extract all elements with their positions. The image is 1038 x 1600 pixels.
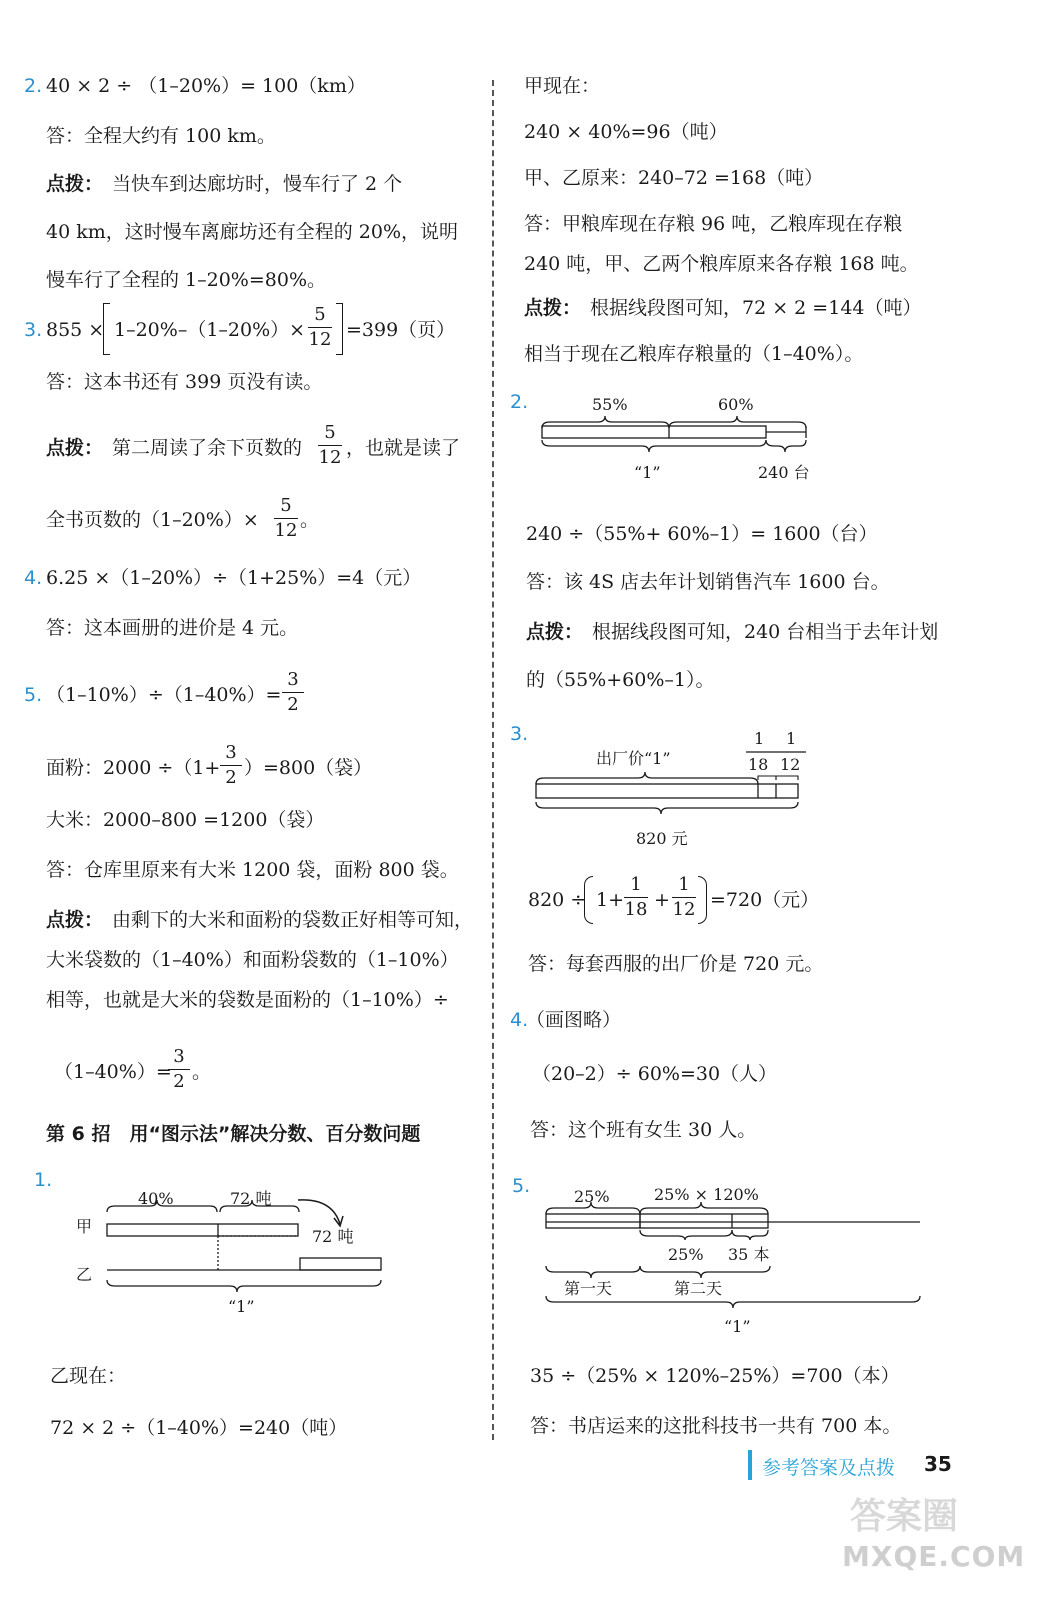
jia-now: 甲现在： (524, 75, 601, 97)
answer: 答：书店运来的这批科技书一共有 700 本。 (530, 1415, 902, 1437)
label-f1d: 18 (748, 755, 769, 774)
label-72b: 72 吨 (312, 1227, 354, 1246)
label-one: “1” (634, 463, 661, 482)
label-25x120: 25% × 120% (654, 1185, 759, 1204)
fraction: 5 12 (274, 495, 298, 541)
problem-number: 5. (24, 684, 43, 706)
footer-accent-bar (748, 1450, 752, 1480)
formula: 240 × 40%=96（吨） (524, 121, 728, 143)
formula: （1–10%）÷（1–40%）= (46, 684, 282, 706)
tip-line: 相等，也就是大米的袋数是面粉的（1–10%）÷ (46, 989, 449, 1011)
formula: 甲、乙原来：240–72 =168（吨） (524, 167, 824, 189)
formula: 240 ÷（55%+ 60%–1）= 1600（台） (526, 523, 878, 545)
label-40: 40% (138, 1189, 174, 1208)
label-day1: 第一天 (564, 1279, 613, 1298)
label-72: 72 吨 (230, 1189, 272, 1208)
label-f2d: 12 (780, 755, 801, 774)
tip-label: 点拨： (46, 909, 104, 931)
label-35: 35 本 (728, 1245, 770, 1264)
column-divider (492, 80, 494, 1440)
yi-now: 乙现在： (50, 1365, 127, 1387)
problem-number: 5. (512, 1175, 531, 1197)
tip-line: 当快车到达廊坊时，慢车行了 2 个 (112, 173, 403, 195)
problem-number: 2. (510, 391, 529, 413)
label-day2: 第二天 (674, 1279, 723, 1298)
tip-text: （1–40%）= (54, 1061, 172, 1083)
left-bracket (103, 303, 110, 355)
fraction: 5 12 (318, 422, 342, 468)
fraction: 3 2 (168, 1048, 190, 1091)
formula: 40 × 2 ÷ （1–20%）= 100（km） (46, 75, 366, 97)
segment-diagram-5 (540, 1180, 930, 1340)
right-bracket (336, 303, 343, 355)
label-25b: 25% (668, 1245, 704, 1264)
segment-diagram-2 (530, 390, 830, 490)
formula: =399（页） (346, 319, 456, 341)
tip-line: 根据线段图可知，240 台相当于去年计划 (592, 621, 939, 643)
footer-label: 参考答案及点拨 (762, 1457, 896, 1479)
answer: 答：这个班有女生 30 人。 (530, 1119, 757, 1141)
label-yi: 乙 (76, 1265, 93, 1284)
formula: 35 ÷（25% × 120%–25%）=700（本） (530, 1365, 900, 1387)
label-jia: 甲 (76, 1217, 93, 1236)
section-title: 第 6 招 用“图示法”解决分数、百分数问题 (46, 1123, 421, 1145)
fraction: 1 18 (624, 874, 648, 920)
rice-formula: 大米：2000–800 =1200（袋） (46, 809, 325, 831)
tip-text: 。 (192, 1061, 212, 1083)
tip-label: 点拨： (526, 621, 584, 643)
segment-diagram-1 (70, 1180, 400, 1325)
fraction: 1 12 (672, 874, 696, 920)
tip-line: 由剩下的大米和面粉的袋数正好相等可知， (112, 909, 474, 931)
problem-number: 2. (24, 75, 43, 97)
right-paren (698, 876, 707, 924)
tip-text: ，也就是读了 (346, 437, 461, 459)
problem-number: 4. (24, 567, 43, 589)
label-60: 60% (718, 395, 754, 414)
tip-line: 大米袋数的（1–40%）和面粉袋数的（1–10%） (46, 949, 459, 971)
flour-formula: ）=800（袋） (244, 757, 373, 779)
label-25: 25% (574, 1187, 610, 1206)
label-55: 55% (592, 395, 628, 414)
answer: 答：这本画册的进价是 4 元。 (46, 617, 299, 639)
tip-line: 慢车行了全程的 1–20%=80%。 (46, 269, 327, 291)
tip-label: 点拨： (46, 173, 104, 195)
watermark-logo: 答案圈 (850, 1496, 959, 1537)
label-one: “1” (724, 1317, 751, 1336)
answer: 答：每套西服的出厂价是 720 元。 (528, 953, 824, 975)
fraction: 3 2 (282, 671, 304, 714)
watermark-url: MXQE.COM (842, 1540, 1026, 1573)
answer: 答：全程大约有 100 km。 (46, 125, 276, 147)
answer: 答：甲粮库现在存粮 96 吨，乙粮库现在存粮 (524, 213, 903, 235)
formula: 72 × 2 ÷（1–40%）=240（吨） (50, 1417, 348, 1439)
formula: （20–2）÷ 60%=30（人） (532, 1063, 778, 1085)
answer: 240 吨，甲、乙两个粮库原来各存粮 168 吨。 (524, 253, 919, 275)
tip-text: 。 (300, 509, 320, 531)
formula: 820 ÷ (528, 889, 587, 911)
tip-text: 第二周读了余下页数的 (112, 437, 303, 459)
formula: 1+ (596, 889, 625, 911)
fraction: 3 2 (220, 744, 242, 787)
problem-number: 3. (510, 723, 529, 745)
tip-text: 全书页数的（1–20%）× (46, 509, 259, 531)
answer: 答：该 4S 店去年计划销售汽车 1600 台。 (526, 571, 890, 593)
tip-line: 根据线段图可知，72 × 2 =144（吨） (590, 297, 922, 319)
plus-sign: + (654, 889, 670, 911)
note: （画图略） (526, 1009, 622, 1031)
page-number: 35 (924, 1452, 952, 1476)
formula: 855 × (46, 319, 105, 341)
label-820: 820 元 (636, 829, 688, 848)
label-price: 出厂价“1” (596, 749, 671, 768)
tip-line: 的（55%+60%–1）。 (526, 669, 715, 691)
formula: =720（元） (710, 889, 820, 911)
left-paren (584, 876, 593, 924)
formula: 6.25 ×（1–20%）÷（1+25%）=4（元） (46, 567, 422, 589)
problem-number: 1. (34, 1169, 53, 1191)
answer: 答：仓库里原来有大米 1200 袋，面粉 800 袋。 (46, 859, 459, 881)
tip-label: 点拨： (524, 297, 582, 319)
label-240: 240 台 (758, 463, 810, 482)
bar-jia (107, 1224, 298, 1236)
label-one: “1” (228, 1297, 255, 1316)
flour-formula: 面粉：2000 ÷（1+ (46, 757, 221, 779)
problem-number: 4. (510, 1009, 529, 1031)
label-f1n: 1 (754, 729, 765, 748)
formula: 1–20%–（1–20%）× (114, 319, 306, 341)
tip-line: 相当于现在乙粮库存粮量的（1–40%）。 (524, 343, 864, 365)
label-f2n: 1 (786, 729, 797, 748)
answer: 答：这本书还有 399 页没有读。 (46, 371, 323, 393)
segment-diagram-3 (530, 724, 830, 854)
tip-line: 40 km，这时慢车离廊坊还有全程的 20%，说明 (46, 221, 459, 243)
tip-label: 点拨： (46, 437, 104, 459)
problem-number: 3. (24, 319, 43, 341)
fraction: 5 12 (308, 304, 332, 350)
